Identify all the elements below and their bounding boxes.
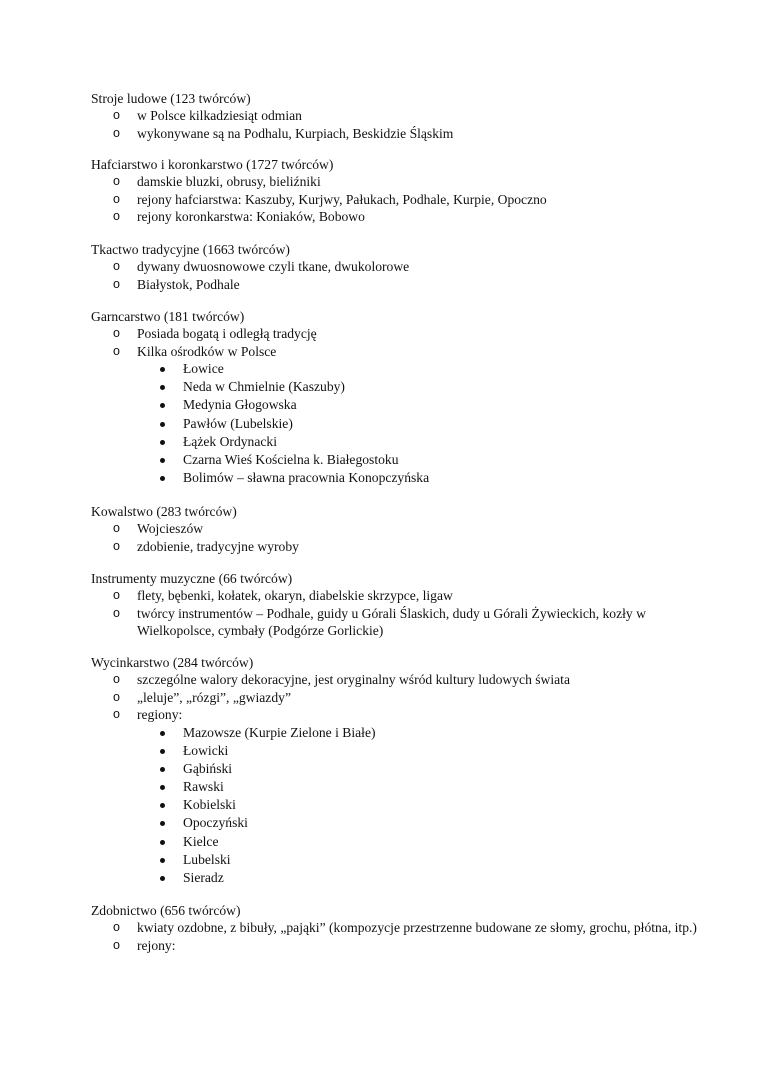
sub-list-item-text: Pawłów (Lubelskie) bbox=[183, 415, 293, 431]
filled-bullet-icon bbox=[160, 821, 165, 826]
list-item-text: flety, bębenki, kołatek, okaryn, diabelskie skrzypce, ligaw bbox=[137, 588, 453, 603]
filled-bullet-icon bbox=[160, 731, 165, 736]
circle-bullet-icon: o bbox=[113, 174, 120, 188]
section-stroje-ludowe bbox=[91, 90, 700, 142]
filled-bullet-icon bbox=[160, 803, 165, 808]
filled-bullet-icon bbox=[160, 385, 165, 390]
sub-list-item bbox=[91, 451, 700, 469]
sub-list-item-text: Łowicki bbox=[183, 742, 229, 758]
list-item bbox=[91, 208, 700, 226]
list-item-text: „leluje”, „rózgi”, „gwiazdy” bbox=[137, 689, 291, 705]
sub-list-item-text: Mazowsze (Kurpie Zielone i Białe) bbox=[183, 724, 376, 740]
sub-list-item bbox=[91, 433, 700, 451]
sub-list-item-text: Łążek Ordynacki bbox=[183, 433, 277, 449]
sub-list-item bbox=[91, 851, 700, 869]
circle-bullet-icon: o bbox=[113, 920, 120, 934]
list-item-text: szczególne walory dekoracyjne, jest oryginalny wśród kultury ludowych świata bbox=[137, 672, 570, 687]
filled-bullet-icon bbox=[160, 840, 165, 845]
circle-bullet-icon: o bbox=[113, 672, 120, 686]
filled-bullet-icon bbox=[160, 440, 165, 445]
section-kowalstwo bbox=[91, 503, 700, 555]
filled-bullet-icon bbox=[160, 749, 165, 754]
sub-list-item bbox=[91, 760, 700, 778]
filled-bullet-icon bbox=[160, 785, 165, 790]
circle-bullet-icon: o bbox=[113, 259, 120, 273]
list-item bbox=[91, 125, 700, 143]
filled-bullet-icon bbox=[160, 422, 165, 427]
circle-bullet-icon: o bbox=[113, 588, 120, 602]
list-item bbox=[91, 520, 700, 538]
sub-list-item-text: Kobielski bbox=[183, 797, 236, 813]
section-heading: Instrumenty muzyczne (66 twórców) bbox=[91, 571, 293, 586]
sub-list-item bbox=[91, 415, 700, 433]
filled-bullet-icon bbox=[160, 458, 165, 463]
section-garncarstwo bbox=[91, 308, 700, 487]
circle-bullet-icon: o bbox=[113, 538, 120, 553]
sub-list-item-text: Neda w Chmielnie (Kaszuby) bbox=[183, 379, 345, 395]
section-zdobnictwo bbox=[91, 902, 700, 954]
list-item bbox=[91, 671, 700, 689]
section-hafciarstwo bbox=[91, 156, 700, 226]
sub-list-item bbox=[91, 833, 700, 851]
list-item-text: regiony: bbox=[137, 707, 183, 722]
filled-bullet-icon bbox=[160, 858, 165, 863]
list-item-text: w Polsce kilkadziesiąt odmian bbox=[137, 108, 302, 123]
list-item-text: kwiaty ozdobne, z bibuły, „pająki” (kompozycje przestrzenne budowane ze słomy, grochu, płótna, itp.) bbox=[137, 920, 697, 935]
list-item-text: Kilka ośrodków w Polsce bbox=[137, 343, 277, 359]
section-tkactwo bbox=[91, 241, 700, 293]
circle-bullet-icon: o bbox=[113, 707, 120, 721]
sub-list-item-text: Łowice bbox=[183, 361, 224, 376]
list-item-text: Wojcieszów bbox=[137, 521, 204, 536]
circle-bullet-icon: o bbox=[113, 937, 120, 952]
section-instrumenty bbox=[91, 570, 700, 640]
list-item bbox=[91, 706, 700, 724]
circle-bullet-icon: o bbox=[113, 343, 120, 358]
circle-bullet-icon: o bbox=[113, 125, 120, 140]
list-item bbox=[91, 276, 700, 294]
list-item bbox=[91, 937, 700, 955]
sub-list-item bbox=[91, 469, 700, 487]
circle-bullet-icon: o bbox=[113, 276, 120, 291]
list-item bbox=[91, 605, 700, 640]
sub-list-item bbox=[91, 814, 700, 832]
section-heading: Wycinkarstwo (284 twórców) bbox=[91, 655, 254, 670]
section-heading: Stroje ludowe (123 twórców) bbox=[91, 91, 251, 106]
section-heading: Tkactwo tradycyjne (1663 twórców) bbox=[91, 242, 290, 257]
list-item bbox=[91, 587, 700, 605]
section-wycinkarstwo bbox=[91, 654, 700, 887]
section-heading: Hafciarstwo i koronkarstwo (1727 twórców) bbox=[91, 157, 334, 172]
list-item-text: rejony koronkarstwa: Koniaków, Bobowo bbox=[137, 209, 365, 224]
sub-list-item bbox=[91, 378, 700, 396]
list-item-text: damskie bluzki, obrusy, bieliźniki bbox=[137, 174, 321, 189]
sub-list-item-text: Sieradz bbox=[183, 870, 224, 885]
circle-bullet-icon: o bbox=[113, 521, 120, 535]
sub-list-item bbox=[91, 869, 700, 887]
sub-list-item-text: Bolimów – sławna pracownia Konopczyńska bbox=[183, 470, 430, 486]
sub-list-item-text: Medynia Głogowska bbox=[183, 397, 297, 413]
list-item bbox=[91, 325, 700, 343]
sub-list-item-text: Opoczyński bbox=[183, 815, 248, 831]
circle-bullet-icon: o bbox=[113, 108, 120, 122]
list-item bbox=[91, 107, 700, 125]
filled-bullet-icon bbox=[160, 476, 165, 481]
list-item bbox=[91, 538, 700, 556]
list-item-text: Posiada bogatą i odległą tradycję bbox=[137, 326, 317, 341]
circle-bullet-icon: o bbox=[113, 326, 120, 340]
list-item bbox=[91, 173, 700, 191]
list-item-text: rejony: bbox=[137, 937, 176, 953]
filled-bullet-icon bbox=[160, 367, 165, 372]
filled-bullet-icon bbox=[160, 767, 165, 772]
circle-bullet-icon: o bbox=[113, 605, 120, 620]
section-heading: Kowalstwo (283 twórców) bbox=[91, 504, 237, 519]
list-item-text: dywany dwuosnowowe czyli tkane, dwukolorowe bbox=[137, 259, 410, 274]
sub-list-item bbox=[91, 742, 700, 760]
filled-bullet-icon bbox=[160, 876, 165, 881]
list-item-text: Białystok, Podhale bbox=[137, 276, 240, 292]
section-heading: Garncarstwo (181 twórców) bbox=[91, 309, 245, 324]
circle-bullet-icon: o bbox=[113, 209, 120, 223]
sub-list-item-text: Gąbiński bbox=[183, 760, 233, 776]
sub-list-item-text: Kielce bbox=[183, 833, 219, 849]
list-item bbox=[91, 689, 700, 707]
list-item bbox=[91, 919, 700, 937]
list-item bbox=[91, 258, 700, 276]
sub-list-item-text: Czarna Wieś Kościelna k. Białegostoku bbox=[183, 451, 399, 467]
filled-bullet-icon bbox=[160, 403, 165, 408]
sub-list-item bbox=[91, 396, 700, 414]
circle-bullet-icon: o bbox=[113, 191, 120, 206]
list-item-text: zdobienie, tradycyjne wyroby bbox=[137, 538, 299, 554]
sub-list-item bbox=[91, 778, 700, 796]
list-item bbox=[91, 191, 700, 209]
list-item bbox=[91, 343, 700, 361]
sub-list-item bbox=[91, 724, 700, 742]
sub-list-item-text: Lubelski bbox=[183, 851, 231, 867]
sub-list-item bbox=[91, 796, 700, 814]
sub-list-item-text: Rawski bbox=[183, 779, 224, 795]
list-item-text: wykonywane są na Podhalu, Kurpiach, Beskidzie Śląskim bbox=[137, 125, 454, 141]
list-item-text: rejony hafciarstwa: Kaszuby, Kurjwy, Pałukach, Podhale, Kurpie, Opoczno bbox=[137, 191, 547, 207]
section-heading: Zdobnictwo (656 twórców) bbox=[91, 903, 241, 918]
sub-list-item bbox=[91, 360, 700, 378]
list-item-text: twórcy instrumentów – Podhale, guidy u Górali Ślaskich, dudy u Górali Żywieckich, kozły w Wielkopolsce, cymbały (Podgórze Gorlickie) bbox=[137, 605, 646, 638]
circle-bullet-icon: o bbox=[113, 689, 120, 704]
